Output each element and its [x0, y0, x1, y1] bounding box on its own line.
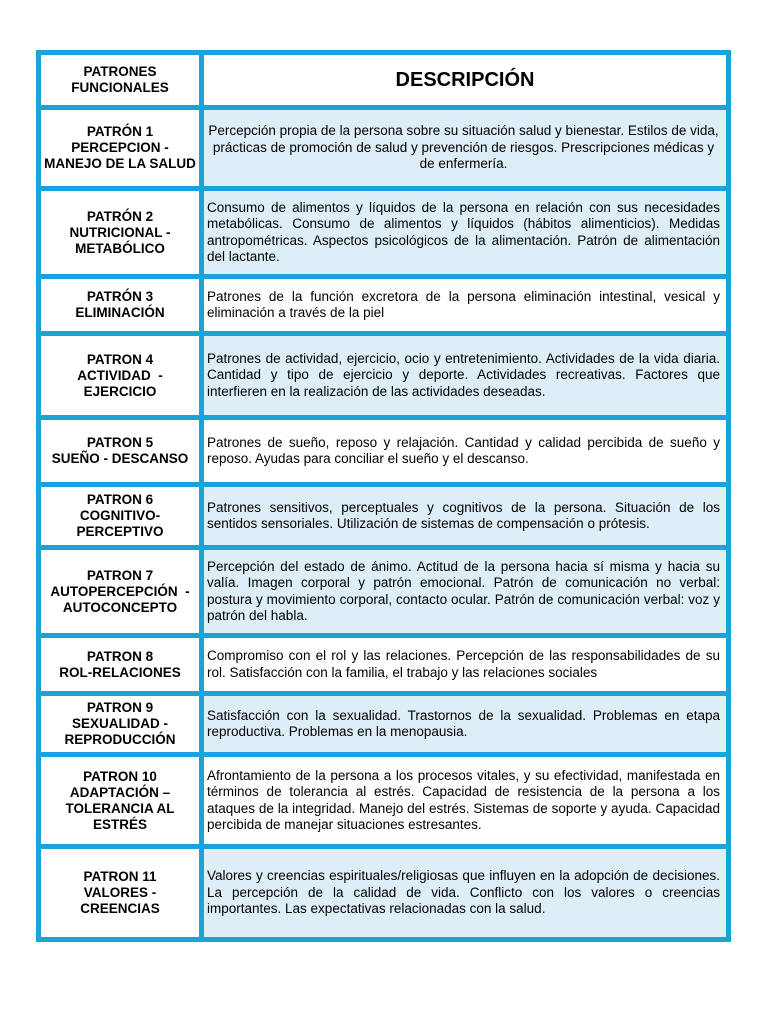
table-row [41, 279, 726, 331]
table-row [41, 110, 726, 186]
pattern-description: Compromiso con el rol y las relaciones. Percepción de las responsabilidades de su rol. Satisfacción con la familia, el trabajo y las relaciones sociales [204, 638, 726, 691]
pattern-name: SUEÑO - DESCANSO [51, 451, 189, 466]
header-patterns-label: FUNCIONALES [71, 80, 169, 95]
pattern-name: AUTOPERCEPCIÓN - [50, 583, 190, 599]
pattern-name: NUTRICIONAL - [69, 224, 171, 240]
pattern-name-cell [41, 110, 204, 186]
pattern-name: METABÓLICO [75, 240, 165, 256]
pattern-name: VALORES - [83, 885, 157, 900]
header-patterns-label: PATRONES [83, 64, 157, 79]
pattern-name: PATRON 9 [86, 700, 154, 715]
patterns-table-frame [36, 50, 731, 942]
pattern-name: ESTRÉS [92, 816, 147, 832]
table-row [41, 638, 726, 691]
pattern-name: REPRODUCCIÓN [64, 732, 176, 747]
pattern-name: ACTIVIDAD - [77, 367, 163, 383]
pattern-name-cell [41, 638, 204, 691]
pattern-name-cell [41, 550, 204, 633]
table-row [41, 336, 726, 415]
pattern-name-cell [41, 757, 204, 844]
pattern-name: PATRON 7 [86, 567, 154, 583]
pattern-name: PERCEPCION - [71, 140, 169, 155]
table-row [41, 420, 726, 482]
pattern-description: Patrones de la función excretora de la persona eliminación intestinal, vesical y eliminación a través de la piel [204, 279, 726, 331]
pattern-description: Patrones sensitivos, perceptuales y cognitivos de la persona. Situación de los sentidos sensoriales. Utilización de sistemas de compensación o prótesis. [204, 487, 726, 545]
pattern-description: Percepción del estado de ánimo. Actitud de la persona hacia sí misma y hacia su valía. Imagen corporal y patrón emocional. Patrón de comunicación no verbal: postura y movimiento corporal, contacto ocular. Patrón de comunicación verbal: voz y patrón del habla. [204, 550, 726, 633]
pattern-name-cell [41, 336, 204, 415]
pattern-name: PATRON 8 [86, 648, 154, 664]
pattern-name: PATRON 4 [86, 351, 154, 367]
pattern-description: Patrones de sueño, reposo y relajación. Cantidad y calidad percibida de sueño y reposo. Ayudas para conciliar el sueño y el descanso. [204, 420, 726, 482]
pattern-name: AUTOCONCEPTO [62, 599, 178, 615]
table-row [41, 191, 726, 274]
pattern-name: MANEJO DE LA SALUD [44, 156, 196, 171]
pattern-name: SEXUALIDAD - [71, 716, 168, 731]
pattern-name: PATRON 5 [86, 435, 154, 450]
pattern-name: COGNITIVO- [79, 508, 161, 523]
pattern-name: CREENCIAS [80, 901, 160, 916]
pattern-description: Satisfacción con la sexualidad. Trastornos de la sexualidad. Problemas en etapa reproductiva. Problemas en la menopausia. [204, 696, 726, 752]
pattern-description: Consumo de alimentos y líquidos de la persona en relación con sus necesidades metabólicas. Consumo de alimentos y líquidos (hábitos alimenticios). Medidas antropométricas. Aspectos psicológicos de la alimentación. Patrón de alimentación del lactante. [204, 191, 726, 274]
header-row [41, 55, 726, 105]
table-row [41, 696, 726, 752]
pattern-name-cell [41, 420, 204, 482]
table-row [41, 550, 726, 633]
pattern-name-cell [41, 696, 204, 752]
pattern-name-cell [41, 487, 204, 545]
pattern-name-cell [41, 279, 204, 331]
pattern-name: PATRON 6 [86, 492, 154, 507]
patterns-table [41, 50, 726, 942]
pattern-name: PATRON 10 [83, 768, 157, 784]
table-row [41, 757, 726, 844]
pattern-description: Patrones de actividad, ejercicio, ocio y entretenimiento. Actividades de la vida diaria. Cantidad y tipo de ejercicio y deporte. Actividades recreativas. Factores que interfieren en la realización de las actividades deseadas. [204, 336, 726, 415]
table-row [41, 487, 726, 545]
pattern-name: ROL-RELACIONES [59, 664, 181, 680]
pattern-name-cell [41, 849, 204, 937]
pattern-description: Afrontamiento de la persona a los procesos vitales, y su efectividad, manifestada en términos de tolerancia al estrés. Capacidad de resistencia de la persona a los ataques de la integridad. Manejo del estrés. Sistemas de soporte y ayuda. Capacidad percibida de manejar situaciones estresantes. [204, 757, 726, 844]
pattern-name: EJERCICIO [83, 383, 157, 399]
header-patterns-cell [41, 55, 204, 105]
header-description-cell: DESCRIPCIÓN [204, 55, 726, 105]
pattern-name: TOLERANCIA AL [65, 800, 175, 816]
pattern-description: Percepción propia de la persona sobre su situación salud y bienestar. Estilos de vida, prácticas de promoción de salud y prevención de riesgos. Prescripciones médicas y de enfermería. [204, 110, 726, 186]
pattern-name: PATRÓN 3 [86, 289, 154, 304]
pattern-name: PATRÓN 1 [86, 124, 154, 139]
pattern-name: PATRON 11 [83, 869, 157, 884]
pattern-name: ADAPTACIÓN – [69, 784, 171, 800]
table-row [41, 849, 726, 937]
pattern-name: PERCEPTIVO [76, 524, 164, 539]
pattern-name-cell [41, 191, 204, 274]
pattern-description: Valores y creencias espirituales/religiosas que influyen en la adopción de decisiones. La percepción de la calidad de vida. Conflicto con los valores o creencias importantes. Las expectativas relacionadas con la salud. [204, 849, 726, 937]
pattern-name: PATRÓN 2 [86, 208, 154, 224]
pattern-name: ELIMINACIÓN [75, 305, 165, 320]
